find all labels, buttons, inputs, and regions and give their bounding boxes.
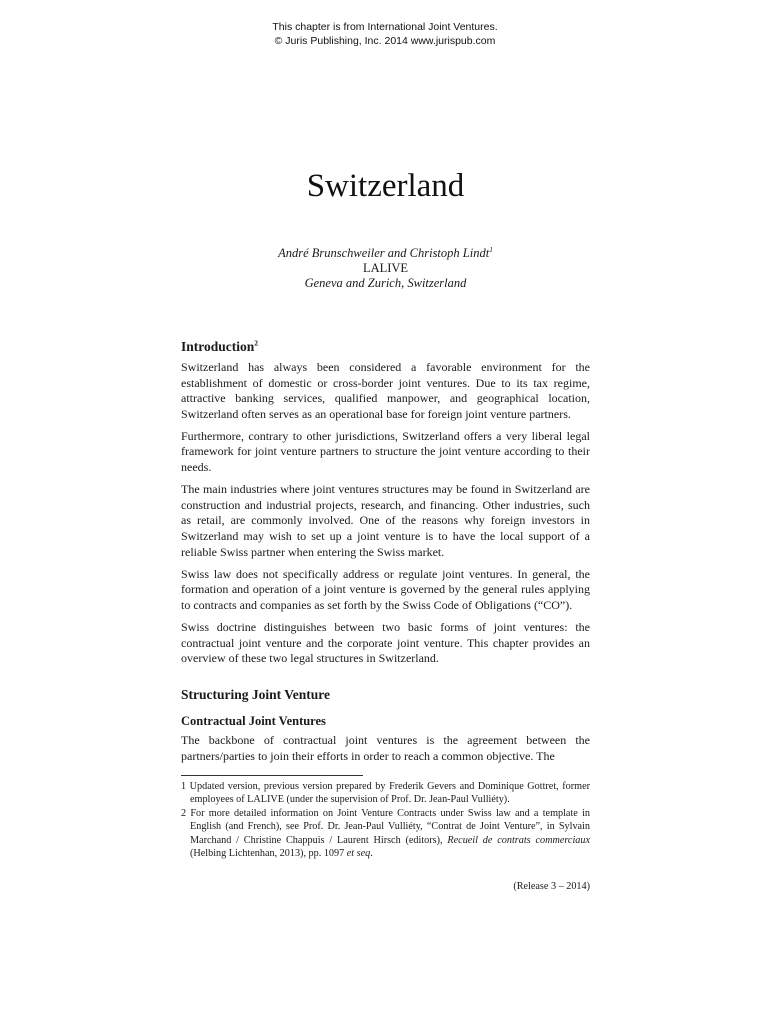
- footnote-2-et-seq: et seq: [346, 848, 371, 860]
- intro-paragraph-1: Switzerland has always been considered a favorable environment for the establishment of domestic or cross-border joint ventures. Due to its tax regime, attractive banking services, qualified manpower, and geographical location, Switzerland often serves as an operational base for foreign joint venture partners.: [181, 360, 590, 421]
- introduction-heading: [181, 338, 258, 355]
- footnote-2: [181, 807, 590, 861]
- author-location: Geneva and Zurich, Switzerland: [304, 276, 467, 290]
- footnote-ref-1: 1: [489, 244, 493, 254]
- structuring-heading: Structuring Joint Venture: [181, 687, 331, 702]
- introduction-heading-text: Introduction: [181, 339, 255, 354]
- intro-paragraph-3: The main industries where joint ventures structures may be found in Switzerland are construction and industrial projects, research, and financing. Other industries, such as retail, are commonly involved. One of the reasons why foreign investors in Switzerland may wish to set up a joint venture is to have the local support of a reliable Swiss partner when entering the Swiss market.: [181, 482, 590, 559]
- contractual-subheading: Contractual Joint Ventures: [181, 714, 326, 728]
- chapter-title: Switzerland: [306, 168, 465, 204]
- footnote-ref-2: 2: [254, 338, 259, 348]
- intro-paragraph-5: Swiss doctrine distinguishes between two basic forms of joint ventures: the contractual joint venture and the corporate joint venture. This chapter provides an overview of these two legal structures in Switzerland.: [181, 619, 590, 666]
- publisher-notice: [0, 20, 770, 48]
- introduction-body: [181, 360, 590, 673]
- notice-line-2: © Juris Publishing, Inc. 2014 www.jurispub.com: [274, 35, 496, 47]
- footnote-2-part-c: (Helbing Lichtenhan, 2013), pp. 1097: [190, 848, 347, 860]
- release-info: (Release 3 – 2014): [513, 881, 590, 892]
- notice-line-1: This chapter is from International Joint Ventures.: [272, 21, 498, 33]
- footnote-2-book-title: Recueil de contrats commerciaux: [447, 834, 590, 846]
- contractual-paragraph: The backbone of contractual joint ventures is the agreement between the partners/parties to join their efforts in order to reach a common objective. The: [181, 733, 590, 763]
- footnote-divider: [181, 775, 363, 776]
- intro-paragraph-2: Furthermore, contrary to other jurisdictions, Switzerland offers a very liberal legal framework for joint venture partners to structure the joint venture according to their needs.: [181, 428, 590, 475]
- author-names: [181, 246, 590, 261]
- intro-paragraph-4: Swiss law does not specifically address or regulate joint ventures. In general, the formation and operation of a joint venture is governed by the general rules applying to contracts and companies as set forth by the Swiss Code of Obligations (“CO”).: [181, 566, 590, 612]
- footnote-2-part-e: .: [370, 848, 373, 860]
- author-names-text: André Brunschweiler and Christoph Lindt: [278, 246, 490, 260]
- authors-block: [181, 246, 590, 291]
- footnote-1: 1 Updated version, previous version prepared by Frederik Gevers and Dominique Gottret, former employees of LALIVE (under the supervision of Prof. Dr. Jean-Paul Vulliéty).: [181, 781, 590, 806]
- footnotes: [181, 780, 590, 860]
- author-firm: LALIVE: [362, 261, 409, 275]
- footnote-2-part-a: 2 For more detailed information on Joint Venture Contracts under Swiss law and a template in English (and French), see Prof. Dr. Jean-Paul Vulliéty, “Contrat de Joint Venture”, in Sylvain Marchand / Christine Chappuis / Laurent Hirsch (editors),: [181, 807, 590, 846]
